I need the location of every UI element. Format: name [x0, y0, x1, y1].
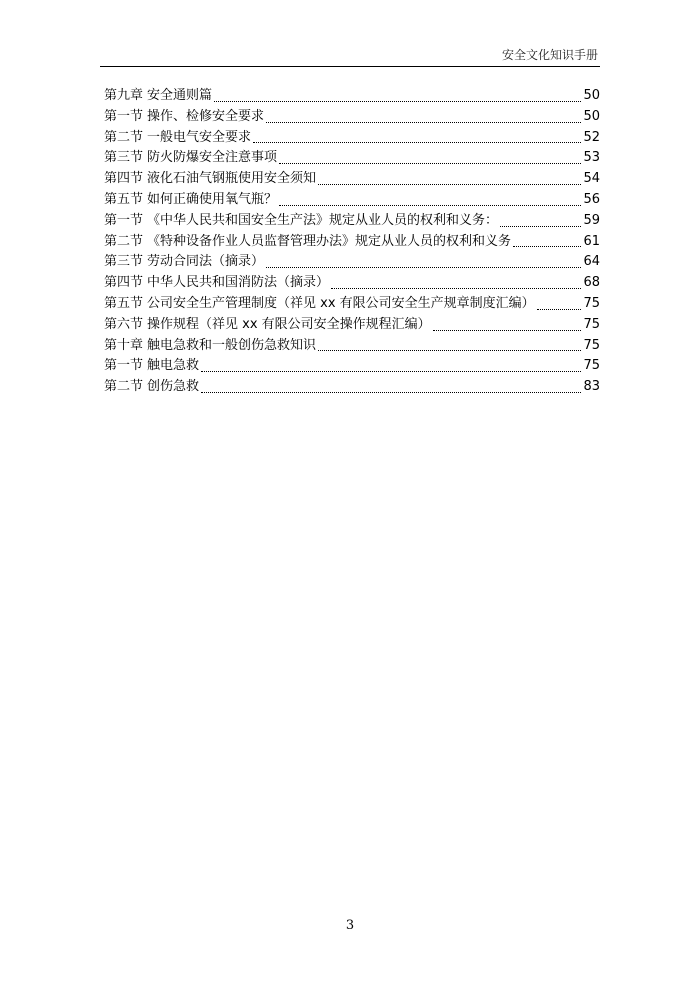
toc-page-number: 52	[583, 129, 600, 145]
toc-title: 操作、检修安全要求	[147, 108, 265, 124]
toc-chapter: 第三节	[104, 254, 144, 270]
toc-page-number: 50	[583, 88, 600, 103]
toc-entry[interactable]	[104, 315, 600, 336]
toc-entry[interactable]	[104, 107, 600, 128]
toc-title: 《中华人民共和国安全生产法》规定从业人员的权利和义务：	[147, 212, 499, 228]
dot-leader	[279, 162, 581, 164]
toc-page-number: 56	[583, 191, 600, 207]
toc-chapter: 第一节	[104, 108, 144, 124]
toc-title: 劳动合同法（摘录）	[147, 254, 265, 270]
toc-page-number: 53	[583, 150, 600, 166]
toc-page-number: 75	[583, 316, 600, 332]
toc-entry[interactable]	[104, 377, 600, 398]
toc-title: 如何正确使用氧气瓶？	[147, 191, 278, 207]
dot-leader	[513, 245, 581, 247]
dot-leader	[500, 225, 581, 227]
dot-leader	[318, 183, 581, 185]
toc-title: 《特种设备作业人员监督管理办法》规定从业人员的权利和义务	[147, 233, 512, 249]
toc-chapter: 第五节	[104, 295, 144, 311]
toc-title: 操作规程（祥见 xx 有限公司安全操作规程汇编）	[147, 316, 431, 332]
toc-title: 触电急救和一般创伤急救知识	[147, 337, 317, 353]
toc-entry[interactable]	[104, 148, 600, 169]
toc-page-number: 75	[583, 295, 600, 311]
toc-entry[interactable]	[104, 190, 600, 211]
toc-title: 触电急救	[147, 358, 200, 374]
toc-entry[interactable]	[104, 169, 600, 190]
dot-leader	[331, 287, 581, 289]
toc-chapter: 第一节	[104, 358, 144, 374]
toc-page-number: 54	[583, 171, 600, 187]
toc-entry[interactable]	[104, 356, 600, 377]
dot-leader	[253, 141, 581, 143]
toc-title: 中华人民共和国消防法（摘录）	[147, 275, 330, 291]
toc-chapter: 第五节	[104, 191, 144, 207]
toc-page-number: 75	[583, 337, 600, 353]
toc-chapter: 第六节	[104, 316, 144, 332]
toc-chapter: 第二节	[104, 379, 144, 395]
dot-leader	[318, 349, 581, 351]
dot-leader	[201, 370, 581, 372]
toc-page-number: 83	[583, 379, 600, 395]
dot-leader	[433, 329, 582, 331]
toc-chapter: 第一节	[104, 212, 144, 228]
toc-page-number: 75	[583, 358, 600, 374]
toc-page-number: 59	[583, 212, 600, 228]
toc-chapter: 第四节	[104, 171, 144, 187]
toc-chapter: 第四节	[104, 275, 144, 291]
dot-leader	[266, 121, 581, 123]
toc-page-number: 64	[583, 254, 600, 270]
toc-title: 安全通则篇	[147, 88, 213, 103]
toc-entry[interactable]	[104, 294, 600, 315]
toc-chapter: 第三节	[104, 150, 144, 166]
header-title: 安全文化知识手册	[501, 48, 598, 62]
toc-entry[interactable]	[104, 128, 600, 149]
toc-page-number: 68	[583, 275, 600, 291]
toc-title: 创伤急救	[147, 379, 200, 395]
dot-leader	[214, 100, 581, 102]
dot-leader	[201, 391, 581, 393]
dot-leader	[537, 308, 582, 310]
toc-entry[interactable]	[104, 86, 600, 107]
toc-title: 公司安全生产管理制度（祥见 xx 有限公司安全生产规章制度汇编）	[147, 295, 535, 311]
toc-entry[interactable]	[104, 211, 600, 232]
toc-title: 一般电气安全要求	[147, 129, 252, 145]
toc-page-number: 50	[583, 108, 600, 124]
toc-page-number: 61	[583, 233, 600, 249]
toc-entry[interactable]	[104, 273, 600, 294]
table-of-contents	[104, 86, 600, 398]
dot-leader	[266, 266, 581, 268]
toc-chapter: 第二节	[104, 129, 144, 145]
dot-leader	[279, 204, 581, 206]
toc-title: 液化石油气钢瓶使用安全须知	[147, 171, 317, 187]
toc-title: 防火防爆安全注意事项	[147, 150, 278, 166]
toc-entry[interactable]	[104, 232, 600, 253]
toc-entry[interactable]	[104, 252, 600, 273]
toc-entry[interactable]	[104, 336, 600, 357]
toc-chapter: 第九章	[104, 88, 144, 103]
toc-chapter: 第十章	[104, 337, 144, 353]
page-header	[100, 44, 600, 67]
page-number: 3	[345, 918, 355, 933]
toc-chapter: 第二节	[104, 233, 144, 249]
